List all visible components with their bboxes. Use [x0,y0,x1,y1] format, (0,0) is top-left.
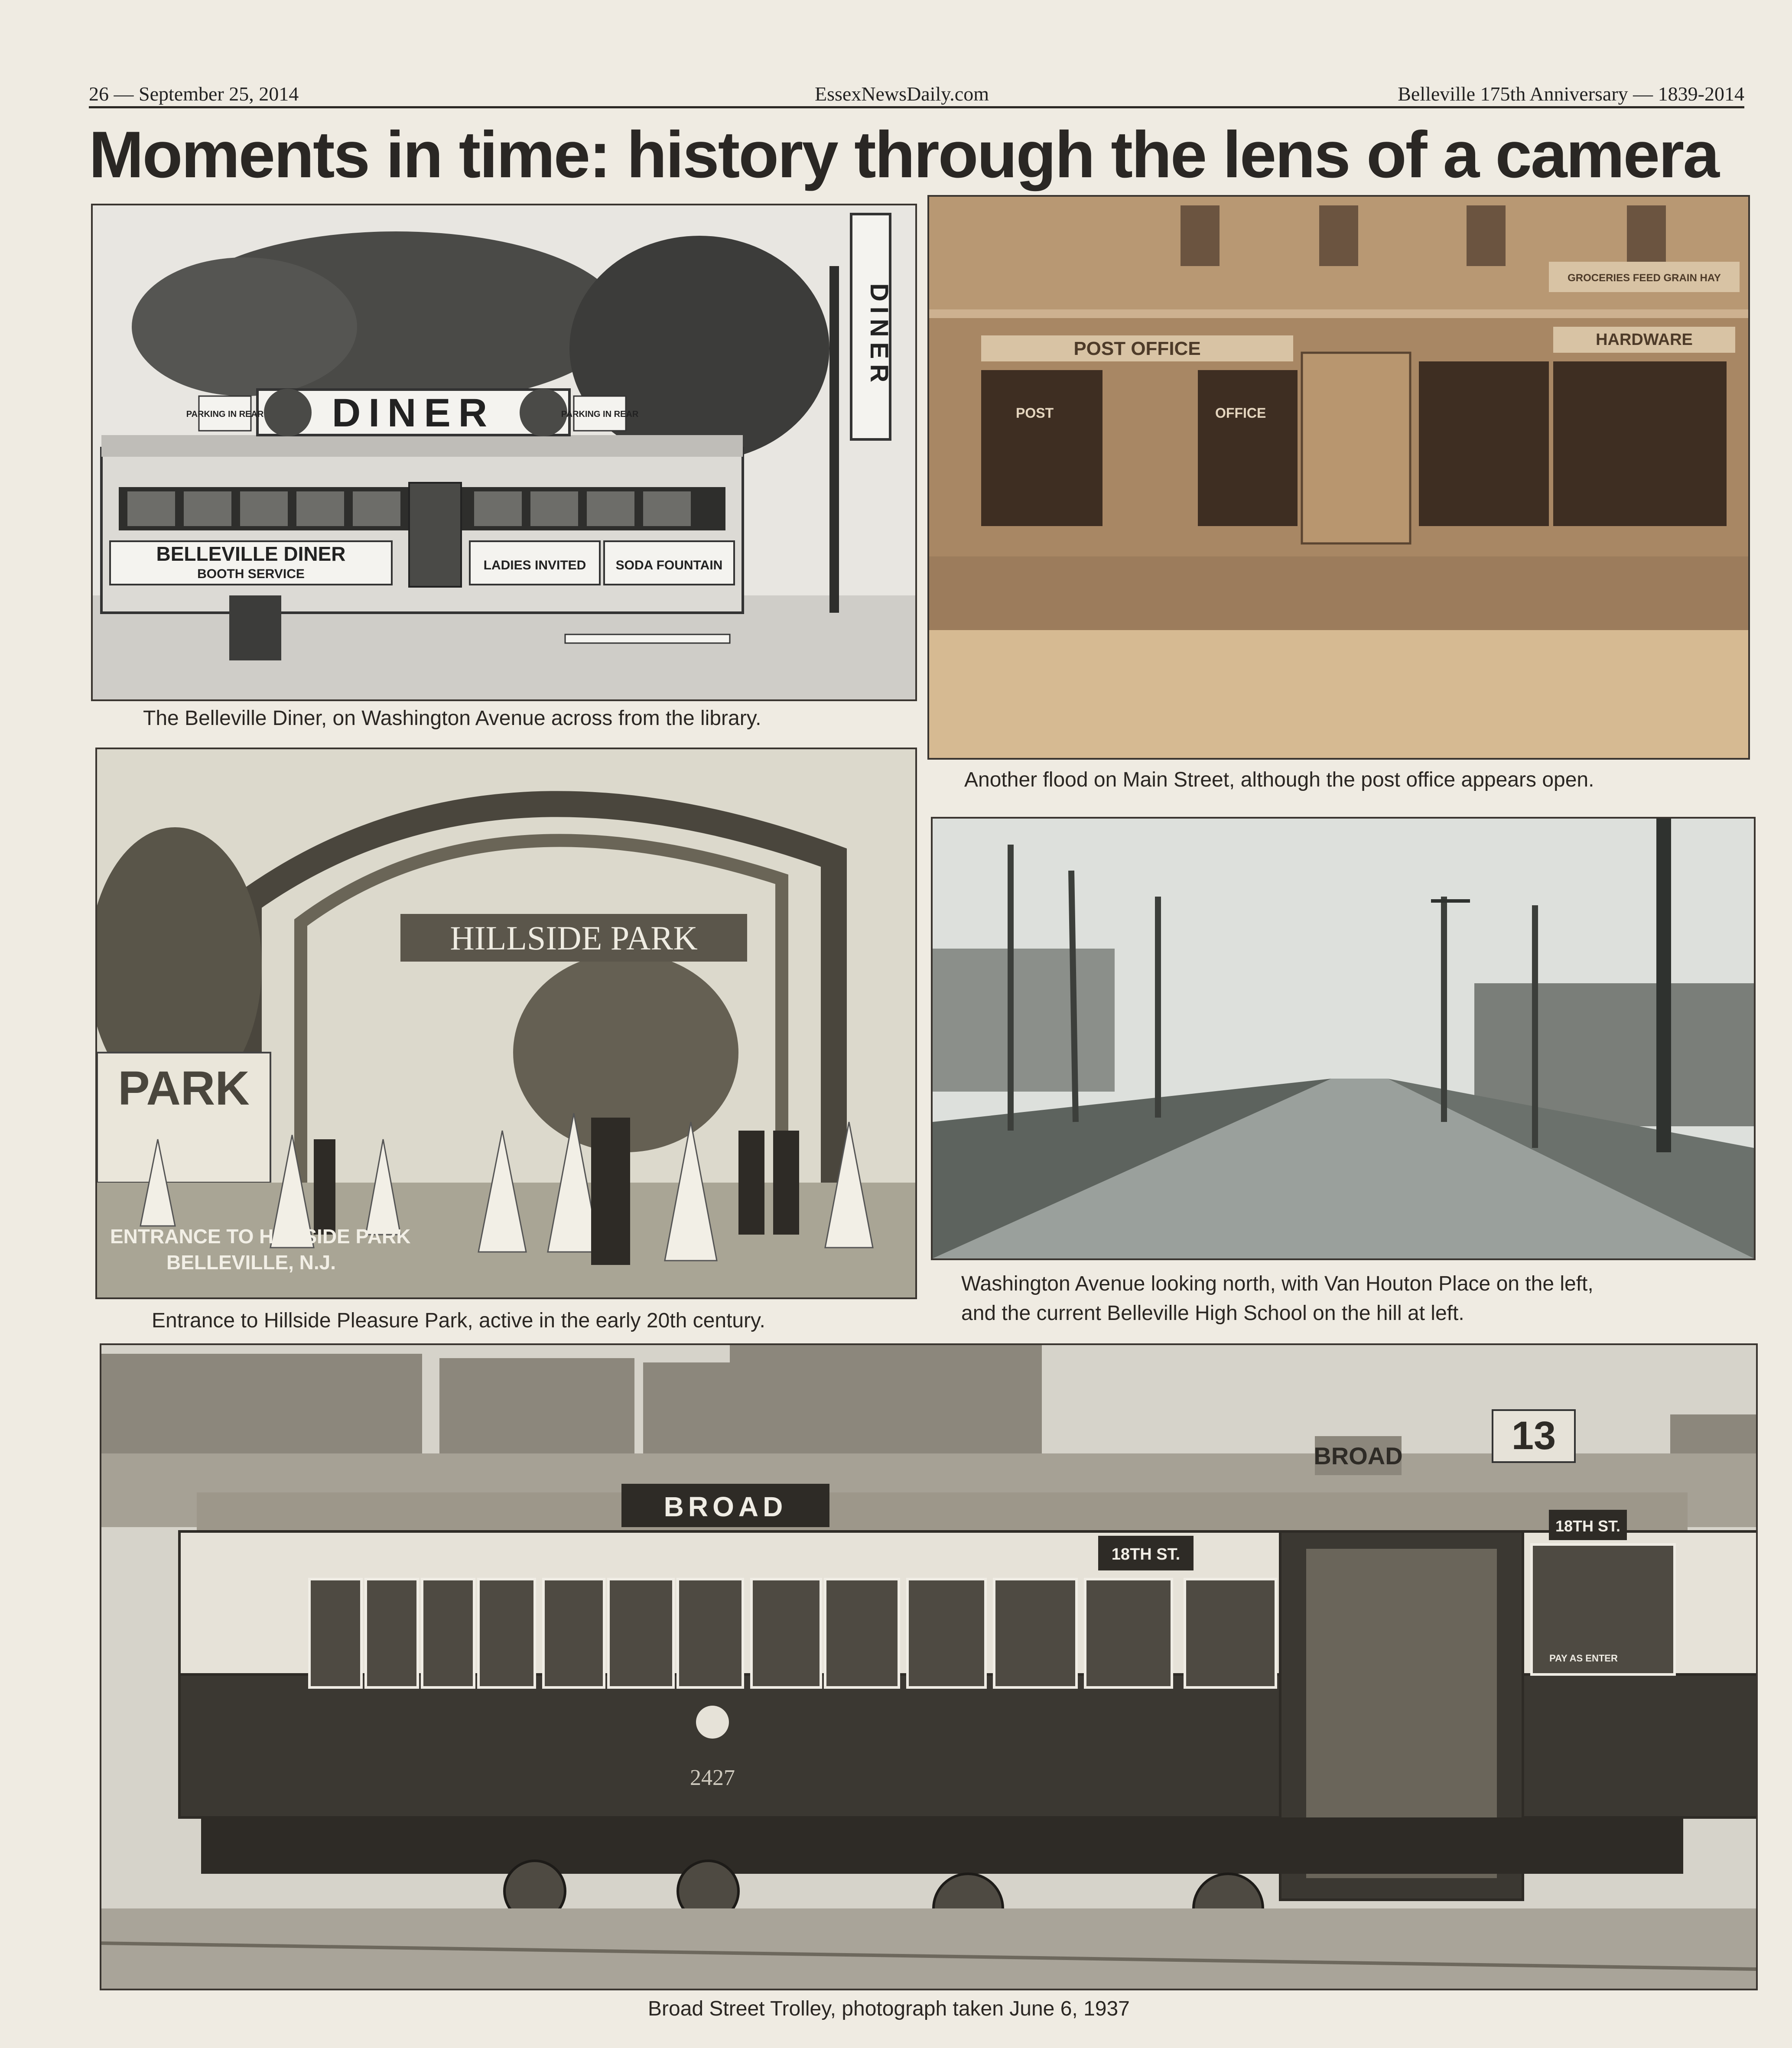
entrance-lettering-line2: BELLEVILLE, N.J. [166,1251,336,1274]
avenue-caption-line1: Washington Avenue looking north, with Van Houton Place on the left, [961,1272,1594,1295]
broad-rear-roof-sign: BROAD [1314,1442,1403,1469]
diner-rooftop-sign: DINER [332,391,495,435]
belleville-diner-sign: BELLEVILLE DINER [156,543,346,565]
window-post-lettering: POST [1016,405,1054,421]
ladies-invited-sign: LADIES INVITED [483,558,586,572]
car-number: 2427 [690,1765,735,1790]
broad-roof-sign: BROAD [663,1491,787,1522]
diner-photo [91,204,917,701]
headline: Moments in time: history through the lens of a camera [89,118,1718,192]
diner-caption: The Belleville Diner, on Washington Avenue across from the library. [143,707,761,730]
diner-vertical-sign: DINER [865,283,893,388]
pay-as-enter-sign: PAY AS ENTER [1549,1653,1618,1664]
route-number-sign: 13 [1511,1414,1556,1458]
header-rule [89,106,1744,108]
flood-caption: Another flood on Main Street, although the post office appears open. [964,768,1594,791]
parking-sign-right: PARKING IN REAR [561,410,639,419]
hillside-park-caption: Entrance to Hillside Pleasure Park, active in the early 20th century. [152,1309,765,1332]
website-name: EssexNewsDaily.com [815,83,989,105]
front-destination-sign: 18TH ST. [1555,1517,1621,1535]
hillside-park-arch-sign: HILLSIDE PARK [450,919,698,957]
booth-service-sign: BOOTH SERVICE [197,567,305,581]
trolley-caption: Broad Street Trolley, photograph taken June 6, 1937 [648,1997,1130,2020]
broad-street-trolley-photo [100,1343,1758,1990]
flood-photo [927,195,1750,760]
groceries-sign: GROCERIES FEED GRAIN HAY [1568,272,1721,284]
entrance-lettering-line1: ENTRANCE TO HILLSIDE PARK [110,1225,411,1248]
soda-fountain-sign: SODA FOUNTAIN [615,558,723,572]
parking-sign-left: PARKING IN REAR [186,410,264,419]
washington-avenue-photo [931,817,1756,1260]
section-title: Belleville 175th Anniversary — 1839-2014 [1398,83,1744,105]
side-destination-sign: 18TH ST. [1111,1545,1181,1564]
page-date: 26 — September 25, 2014 [89,83,299,105]
park-poster: PARK [118,1062,250,1115]
post-office-sign: POST OFFICE [1073,338,1201,359]
window-office-lettering: OFFICE [1215,405,1266,421]
avenue-caption-line2: and the current Belleville High School on the hill at left. [961,1302,1464,1325]
hardware-sign: HARDWARE [1596,331,1693,349]
hillside-park-photo [95,748,917,1299]
